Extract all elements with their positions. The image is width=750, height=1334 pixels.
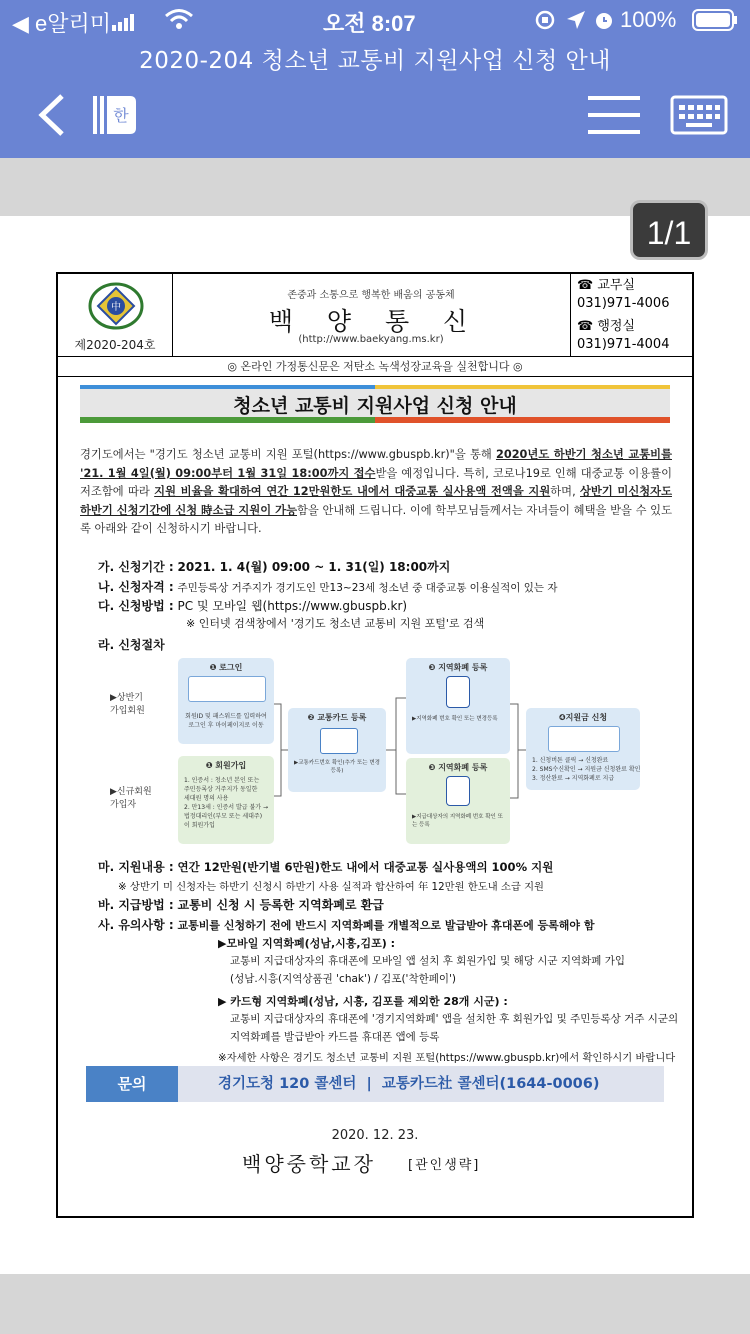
menu-icon[interactable] — [588, 96, 640, 140]
intro-text-1: 경기도에서는 "경기도 청소년 교통비 지원 포털(https://www.gbuspb.kr)"을 통해 — [80, 448, 496, 461]
svg-text:한: 한 — [113, 106, 129, 125]
alarm-icon — [592, 8, 616, 38]
intro-paragraph — [80, 446, 672, 539]
flow-first-half: ▶상반기 가입회원 — [110, 693, 145, 716]
battery-percent: 100% — [620, 7, 677, 32]
inquiry-label: 문의 — [86, 1066, 178, 1102]
newsletter-header — [58, 274, 692, 357]
inquiry-bar — [86, 1066, 664, 1102]
item-search-note: ※ 인터넷 검색창에서 '경기도 청소년 교통비 지원 포털'로 검색 — [186, 617, 485, 630]
item-retro-note: ※ 상반기 미 신청자는 하반기 신청시 하반기 사용 실적과 합산하여 年 12만원 한도내 소급 지원 — [118, 881, 544, 893]
flow-login-box: ❶ 로그인 회원ID 및 패스워드를 입력하여 로그인 후 마이페이지로 이동 — [178, 658, 274, 744]
item-support: 마. 지원내용 : 연간 12만원(반기별 6만원)한도 내에서 대중교통 실사용액의 100% 지원 — [98, 860, 554, 874]
back-button[interactable] — [36, 92, 68, 142]
intro-emph-2: 지원 비율을 확대하여 연간 12만원한도 내에서 대중교통 실사용액 전액을 지원 — [154, 485, 551, 499]
contact-admin-phone: 031)971-4004 — [577, 337, 670, 352]
location-icon — [565, 9, 587, 37]
contact-office-phone: 031)971-4006 — [577, 296, 670, 311]
issue-number: 제2020-204호 — [74, 338, 156, 352]
status-bar — [0, 0, 750, 40]
card-currency-title: ▶ 카드형 지역화폐(성남, 시흥, 김포를 제외한 28개 시군) : — [218, 995, 508, 1008]
contacts — [570, 274, 693, 356]
flow-signup-box: ❶ 회원가입 1. 인증서 : 청소년 본인 또는 주민등록상 거주지가 동일한 세대원 명의 사용 2. 만13세 : 인증서 발급 불가 → 법정대리인(부모 또는 세대주) 이 회원가입 — [178, 756, 274, 844]
procedure-flow — [100, 658, 660, 844]
card-currency-desc-1: 교통비 지급대상자의 휴대폰에 '경기지역화폐' 앱을 설치한 후 회원가입 및 주민등록상 거주 시군의 — [230, 1013, 679, 1025]
svg-text:中: 中 — [111, 302, 121, 313]
flow-local2-box: ❸ 지역화폐 등록 ▶지급대상자의 지역화폐 번호 확인 또는 등록 — [406, 758, 510, 844]
intro-emph-1: 2020년도 하반기 청소년 교통비를 '21. 1월 4일(월) 09:00부터 1월 31일 18:00까지 접수 — [80, 448, 672, 480]
motto-line: ◎ 온라인 가정통신문은 저탄소 녹색성장교육을 실천합니다 ◎ — [58, 357, 692, 377]
school-logo-cell — [58, 274, 173, 356]
mobile-currency-title: ▶모바일 지역화폐(성남,시흥,김포) : — [218, 937, 396, 950]
heading-box — [80, 385, 670, 425]
rotation-lock-icon — [534, 9, 556, 37]
intro-text-3: 하며, — [550, 485, 580, 499]
item-caution: 사. 유의사항 : 교통비를 신청하기 전에 반드시 지역화폐를 개별적으로 발급받아 휴대폰에 등록해야 함 — [98, 918, 595, 932]
masthead-title: 백 양 통 신 — [268, 307, 474, 336]
notice-heading: 청소년 교통비 지원사업 신청 안내 — [233, 395, 517, 417]
intro-text-2: 받을 예정입니다. 특히, 코로나19로 인해 대중교통 이용률이 저조함에 따라 — [80, 466, 672, 499]
flow-local1-box: ❸ 지역화폐 등록 ▶지역화폐 번호 확인 또는 변경등록 — [406, 658, 510, 754]
detail-footnote: ※자세한 사항은 경기도 청소년 교통비 지원 포털(https://www.gbuspb.kr)에서 확인하시기 바랍니다 — [218, 1052, 676, 1064]
keyboard-icon[interactable] — [670, 95, 728, 139]
seal-note: [관인생략] — [408, 1158, 481, 1173]
wifi-icon — [164, 8, 194, 36]
signer-name: 백양중학교장 — [242, 1152, 376, 1176]
flow-new-member: ▶신규회원 가입자 — [110, 787, 152, 810]
card-currency-desc-2: 지역화폐를 발급받아 카드를 휴대폰 앱에 등록 — [230, 1031, 440, 1043]
issue-date: 2020. 12. 23. — [331, 1128, 419, 1143]
contact-office-label: ☎ 교무실 — [577, 278, 635, 293]
item-procedure: 라. 신청절차 — [98, 638, 165, 652]
item-payment: 바. 지급방법 : 교통비 신청 시 등록한 지역화폐로 환급 — [98, 898, 384, 912]
item-method: 다. 신청방법 : PC 및 모바일 웹(https://www.gbuspb.kr) — [98, 599, 408, 613]
battery-icon — [692, 9, 738, 37]
mobile-currency-desc-2: (성남.시흥(지역상품권 'chak') / 김포('착한페이') — [230, 973, 457, 985]
carrier-label: ◀ e알리미 — [12, 11, 112, 36]
book-icon[interactable] — [92, 94, 138, 140]
flow-card-box: ❷ 교통카드 등록 ▶교통카드번호 확인(추가 또는 변경등록) — [288, 708, 386, 792]
contact-admin-label: ☎ 행정실 — [577, 319, 635, 334]
inquiry-text: 경기도청 120 콜센터 | 교통카드社 콜센터(1644-0006) — [218, 1076, 600, 1092]
item-period: 가. 신청기간 : 2021. 1. 4(월) 09:00 ~ 1. 31(일) 18:00까지 — [98, 560, 451, 574]
mobile-currency-desc-1: 교통비 지급대상자의 휴대폰에 모바일 앱 설치 후 회원가입 및 해당 시군 지역화폐 가입 — [230, 955, 626, 967]
page-title: 2020-204 청소년 교통비 지원사업 신청 안내 — [139, 48, 611, 74]
page-indicator: 1/1 — [630, 200, 708, 260]
flow-apply-box: ❹지원금 신청 1. 신청버튼 클릭 → 신청완료 2. SMS수신확인 → 지원금 신청완료 확인 3. 정산완료 → 지역화폐로 지급 — [526, 708, 640, 790]
clock: 오전 8:07 — [323, 11, 416, 36]
item-eligibility: 나. 신청자격 : 주민등록상 거주지가 경기도인 만13~23세 청소년 중 대중교통 이용실적이 있는 자 — [98, 580, 558, 594]
masthead-url: (http://www.baekyang.ms.kr) — [298, 334, 444, 345]
masthead-slogan: 존중과 소통으로 행복한 배움의 공동체 — [287, 290, 455, 301]
intro-text-4: 함을 안내해 드립니다. 이에 학부모님들께서는 자녀들이 혜택을 받을 수 있도록 아래와 같이 신청하시기 바랍니다. — [80, 503, 672, 536]
signal-icon — [112, 11, 152, 37]
app-header — [0, 40, 750, 158]
intro-emph-3: 상반기 미신청자도 하반기 신청기간에 신청 時소급 지원이 가능 — [80, 485, 672, 517]
school-emblem-icon — [88, 280, 144, 332]
